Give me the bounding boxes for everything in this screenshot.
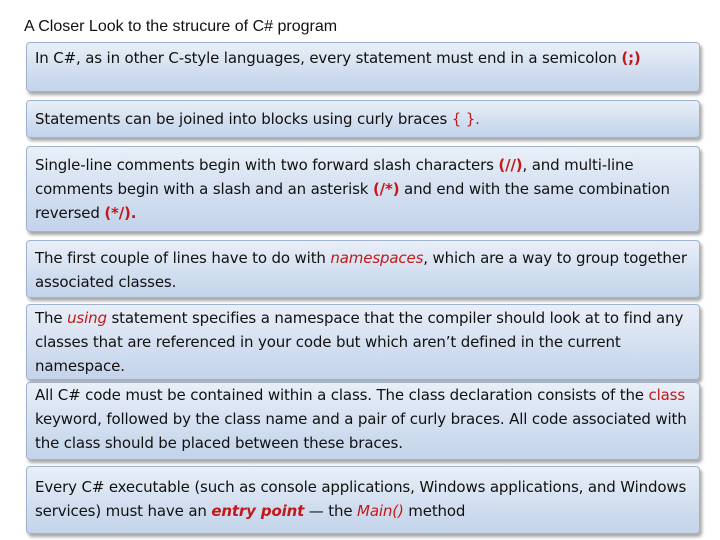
class-keyword-highlight: class: [648, 386, 686, 404]
entry-point-highlight: entry point: [211, 502, 305, 520]
namespaces-highlight: namespaces: [330, 249, 424, 267]
box-text: method: [403, 502, 466, 520]
box-text: and end with the same combination reversed: [35, 180, 670, 222]
box-text: The first couple of lines have to do with: [35, 249, 331, 267]
statement-blocks-box: [26, 100, 700, 138]
box-text: Every C# executable (such as console applications, Windows applications, and Windows services) must have an: [35, 478, 687, 520]
class-declaration-box: [26, 382, 700, 460]
box-text: All C# code must be contained within a class. The class declaration consists of the: [35, 386, 649, 404]
slide-title: A Closer Look to the strucure of C# program: [24, 18, 338, 35]
box-text: The: [35, 309, 68, 327]
multi-line-end-highlight: (*/).: [104, 204, 137, 222]
semicolon-highlight: (;): [621, 49, 641, 67]
box-text: keyword, followed by the class name and a pair of curly braces. All code associated with the class should be placed between these braces.: [35, 410, 687, 452]
box-text: In C#, as in other C-style languages, every statement must end in a semicolon: [35, 49, 622, 67]
box-text: — the: [304, 502, 358, 520]
comments-box: [26, 146, 700, 232]
multi-line-start-highlight: (/*): [372, 180, 400, 198]
single-line-comment-highlight: (//): [498, 156, 523, 174]
using-statement-box: [26, 304, 700, 380]
statement-semicolon-box: [26, 42, 700, 92]
box-text: Statements can be joined into blocks using curly braces: [35, 110, 452, 128]
box-text: , and multi-line comments begin with a slash and an asterisk: [35, 156, 634, 198]
namespaces-box: [26, 240, 700, 298]
curly-braces-highlight: { }.: [451, 110, 480, 128]
box-text: Single-line comments begin with two forward slash characters: [35, 156, 499, 174]
using-highlight: using: [67, 309, 107, 327]
main-method-highlight: Main(): [357, 502, 404, 520]
box-text: statement specifies a namespace that the compiler should look at to find any classes that are referenced in your code but which aren’t defined in the current namespace.: [35, 309, 684, 375]
entry-point-box: [26, 466, 700, 534]
box-text: , which are a way to group together associated classes.: [35, 249, 687, 291]
